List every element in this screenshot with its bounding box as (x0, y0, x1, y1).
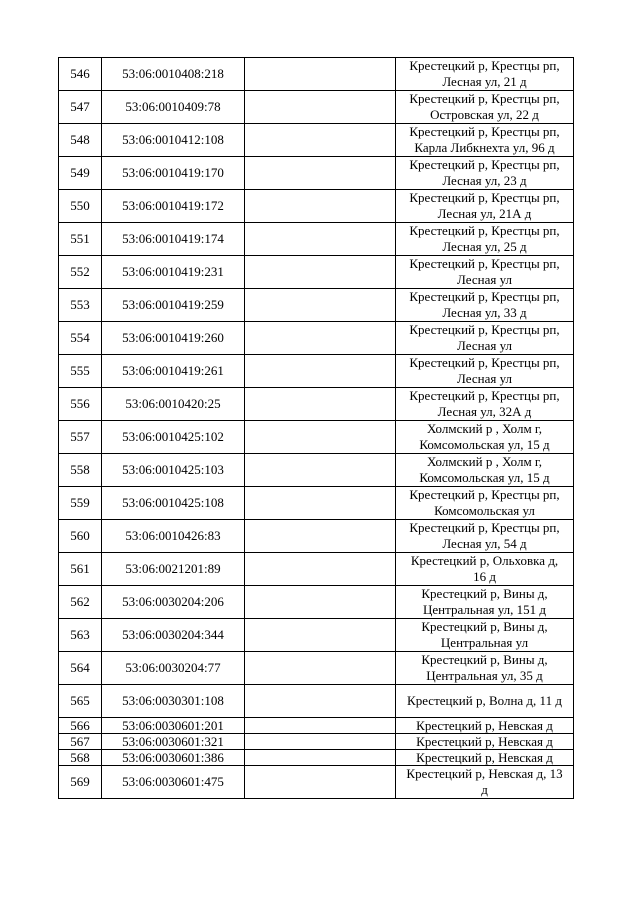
address: Крестецкий р, Невская д, 13 д (396, 766, 574, 799)
row-number: 565 (59, 685, 102, 718)
table-row (59, 718, 574, 734)
cadastral-number: 53:06:0010419:259 (102, 289, 245, 322)
empty-cell (245, 487, 396, 520)
table-row (59, 586, 574, 619)
table-row (59, 750, 574, 766)
address: Крестецкий р, Невская д (396, 750, 574, 766)
table-row (59, 223, 574, 256)
table-row (59, 421, 574, 454)
cadastral-number: 53:06:0010425:103 (102, 454, 245, 487)
row-number: 567 (59, 734, 102, 750)
row-number: 552 (59, 256, 102, 289)
address: Крестецкий р, Волна д, 11 д (396, 685, 574, 718)
cadastral-number: 53:06:0010420:25 (102, 388, 245, 421)
empty-cell (245, 124, 396, 157)
table-row (59, 58, 574, 91)
table-row (59, 256, 574, 289)
empty-cell (245, 190, 396, 223)
address: Крестецкий р, Вины д, Центральная ул, 35 д (396, 652, 574, 685)
cadastral-number: 53:06:0030204:77 (102, 652, 245, 685)
cadastral-number: 53:06:0010425:108 (102, 487, 245, 520)
empty-cell (245, 586, 396, 619)
address: Крестецкий р, Крестцы рп, Лесная ул, 25 д (396, 223, 574, 256)
cadastral-number: 53:06:0010419:170 (102, 157, 245, 190)
cadastral-number: 53:06:0010425:102 (102, 421, 245, 454)
empty-cell (245, 58, 396, 91)
cadastral-number: 53:06:0030601:386 (102, 750, 245, 766)
row-number: 554 (59, 322, 102, 355)
cadastral-number: 53:06:0010412:108 (102, 124, 245, 157)
cadastral-number: 53:06:0010419:172 (102, 190, 245, 223)
empty-cell (245, 619, 396, 652)
cadastral-number: 53:06:0030601:201 (102, 718, 245, 734)
row-number: 553 (59, 289, 102, 322)
row-number: 556 (59, 388, 102, 421)
table-row (59, 289, 574, 322)
row-number: 550 (59, 190, 102, 223)
empty-cell (245, 256, 396, 289)
cadastral-number: 53:06:0030601:475 (102, 766, 245, 799)
property-table (58, 57, 574, 799)
row-number: 566 (59, 718, 102, 734)
empty-cell (245, 766, 396, 799)
row-number: 561 (59, 553, 102, 586)
row-number: 547 (59, 91, 102, 124)
row-number: 557 (59, 421, 102, 454)
address: Крестецкий р, Крестцы рп, Лесная ул (396, 355, 574, 388)
empty-cell (245, 421, 396, 454)
table-row (59, 520, 574, 553)
empty-cell (245, 734, 396, 750)
address: Крестецкий р, Невская д (396, 734, 574, 750)
table-row (59, 322, 574, 355)
cadastral-number: 53:06:0021201:89 (102, 553, 245, 586)
table-row (59, 734, 574, 750)
cadastral-number: 53:06:0010408:218 (102, 58, 245, 91)
table-row (59, 157, 574, 190)
table-row (59, 487, 574, 520)
address: Крестецкий р, Крестцы рп, Лесная ул (396, 322, 574, 355)
cadastral-number: 53:06:0030204:344 (102, 619, 245, 652)
empty-cell (245, 750, 396, 766)
table-row (59, 190, 574, 223)
empty-cell (245, 322, 396, 355)
address: Крестецкий р, Крестцы рп, Лесная ул, 33 д (396, 289, 574, 322)
empty-cell (245, 223, 396, 256)
cadastral-number: 53:06:0030601:321 (102, 734, 245, 750)
empty-cell (245, 685, 396, 718)
cadastral-number: 53:06:0030301:108 (102, 685, 245, 718)
row-number: 568 (59, 750, 102, 766)
table-row (59, 766, 574, 799)
table-row (59, 685, 574, 718)
row-number: 560 (59, 520, 102, 553)
row-number: 564 (59, 652, 102, 685)
address: Крестецкий р, Крестцы рп, Островская ул, 22 д (396, 91, 574, 124)
table-row (59, 388, 574, 421)
address: Крестецкий р, Ольховка д, 16 д (396, 553, 574, 586)
address: Крестецкий р, Крестцы рп, Комсомольская ул (396, 487, 574, 520)
row-number: 569 (59, 766, 102, 799)
table-row (59, 553, 574, 586)
table-row (59, 124, 574, 157)
empty-cell (245, 388, 396, 421)
empty-cell (245, 355, 396, 388)
row-number: 551 (59, 223, 102, 256)
address: Крестецкий р, Вины д, Центральная ул, 151 д (396, 586, 574, 619)
empty-cell (245, 718, 396, 734)
row-number: 549 (59, 157, 102, 190)
address: Крестецкий р, Крестцы рп, Лесная ул, 21 д (396, 58, 574, 91)
address: Холмский р , Холм г, Комсомольская ул, 15 д (396, 454, 574, 487)
cadastral-number: 53:06:0010419:260 (102, 322, 245, 355)
table-row (59, 454, 574, 487)
row-number: 558 (59, 454, 102, 487)
row-number: 562 (59, 586, 102, 619)
address: Крестецкий р, Крестцы рп, Лесная ул, 54 д (396, 520, 574, 553)
cadastral-number: 53:06:0010419:261 (102, 355, 245, 388)
address: Холмский р , Холм г, Комсомольская ул, 15 д (396, 421, 574, 454)
empty-cell (245, 652, 396, 685)
row-number: 559 (59, 487, 102, 520)
cadastral-number: 53:06:0010409:78 (102, 91, 245, 124)
row-number: 555 (59, 355, 102, 388)
address: Крестецкий р, Крестцы рп, Лесная ул (396, 256, 574, 289)
row-number: 546 (59, 58, 102, 91)
empty-cell (245, 91, 396, 124)
address: Крестецкий р, Невская д (396, 718, 574, 734)
address: Крестецкий р, Вины д, Центральная ул (396, 619, 574, 652)
address: Крестецкий р, Крестцы рп, Лесная ул, 32А д (396, 388, 574, 421)
address: Крестецкий р, Крестцы рп, Лесная ул, 21А д (396, 190, 574, 223)
table-row (59, 355, 574, 388)
row-number: 548 (59, 124, 102, 157)
empty-cell (245, 520, 396, 553)
empty-cell (245, 157, 396, 190)
table-row (59, 91, 574, 124)
cadastral-number: 53:06:0010426:83 (102, 520, 245, 553)
address: Крестецкий р, Крестцы рп, Карла Либкнехта ул, 96 д (396, 124, 574, 157)
property-table-body (59, 58, 574, 799)
table-row (59, 619, 574, 652)
cadastral-number: 53:06:0010419:231 (102, 256, 245, 289)
empty-cell (245, 454, 396, 487)
cadastral-number: 53:06:0010419:174 (102, 223, 245, 256)
empty-cell (245, 289, 396, 322)
table-row (59, 652, 574, 685)
empty-cell (245, 553, 396, 586)
row-number: 563 (59, 619, 102, 652)
address: Крестецкий р, Крестцы рп, Лесная ул, 23 д (396, 157, 574, 190)
cadastral-number: 53:06:0030204:206 (102, 586, 245, 619)
